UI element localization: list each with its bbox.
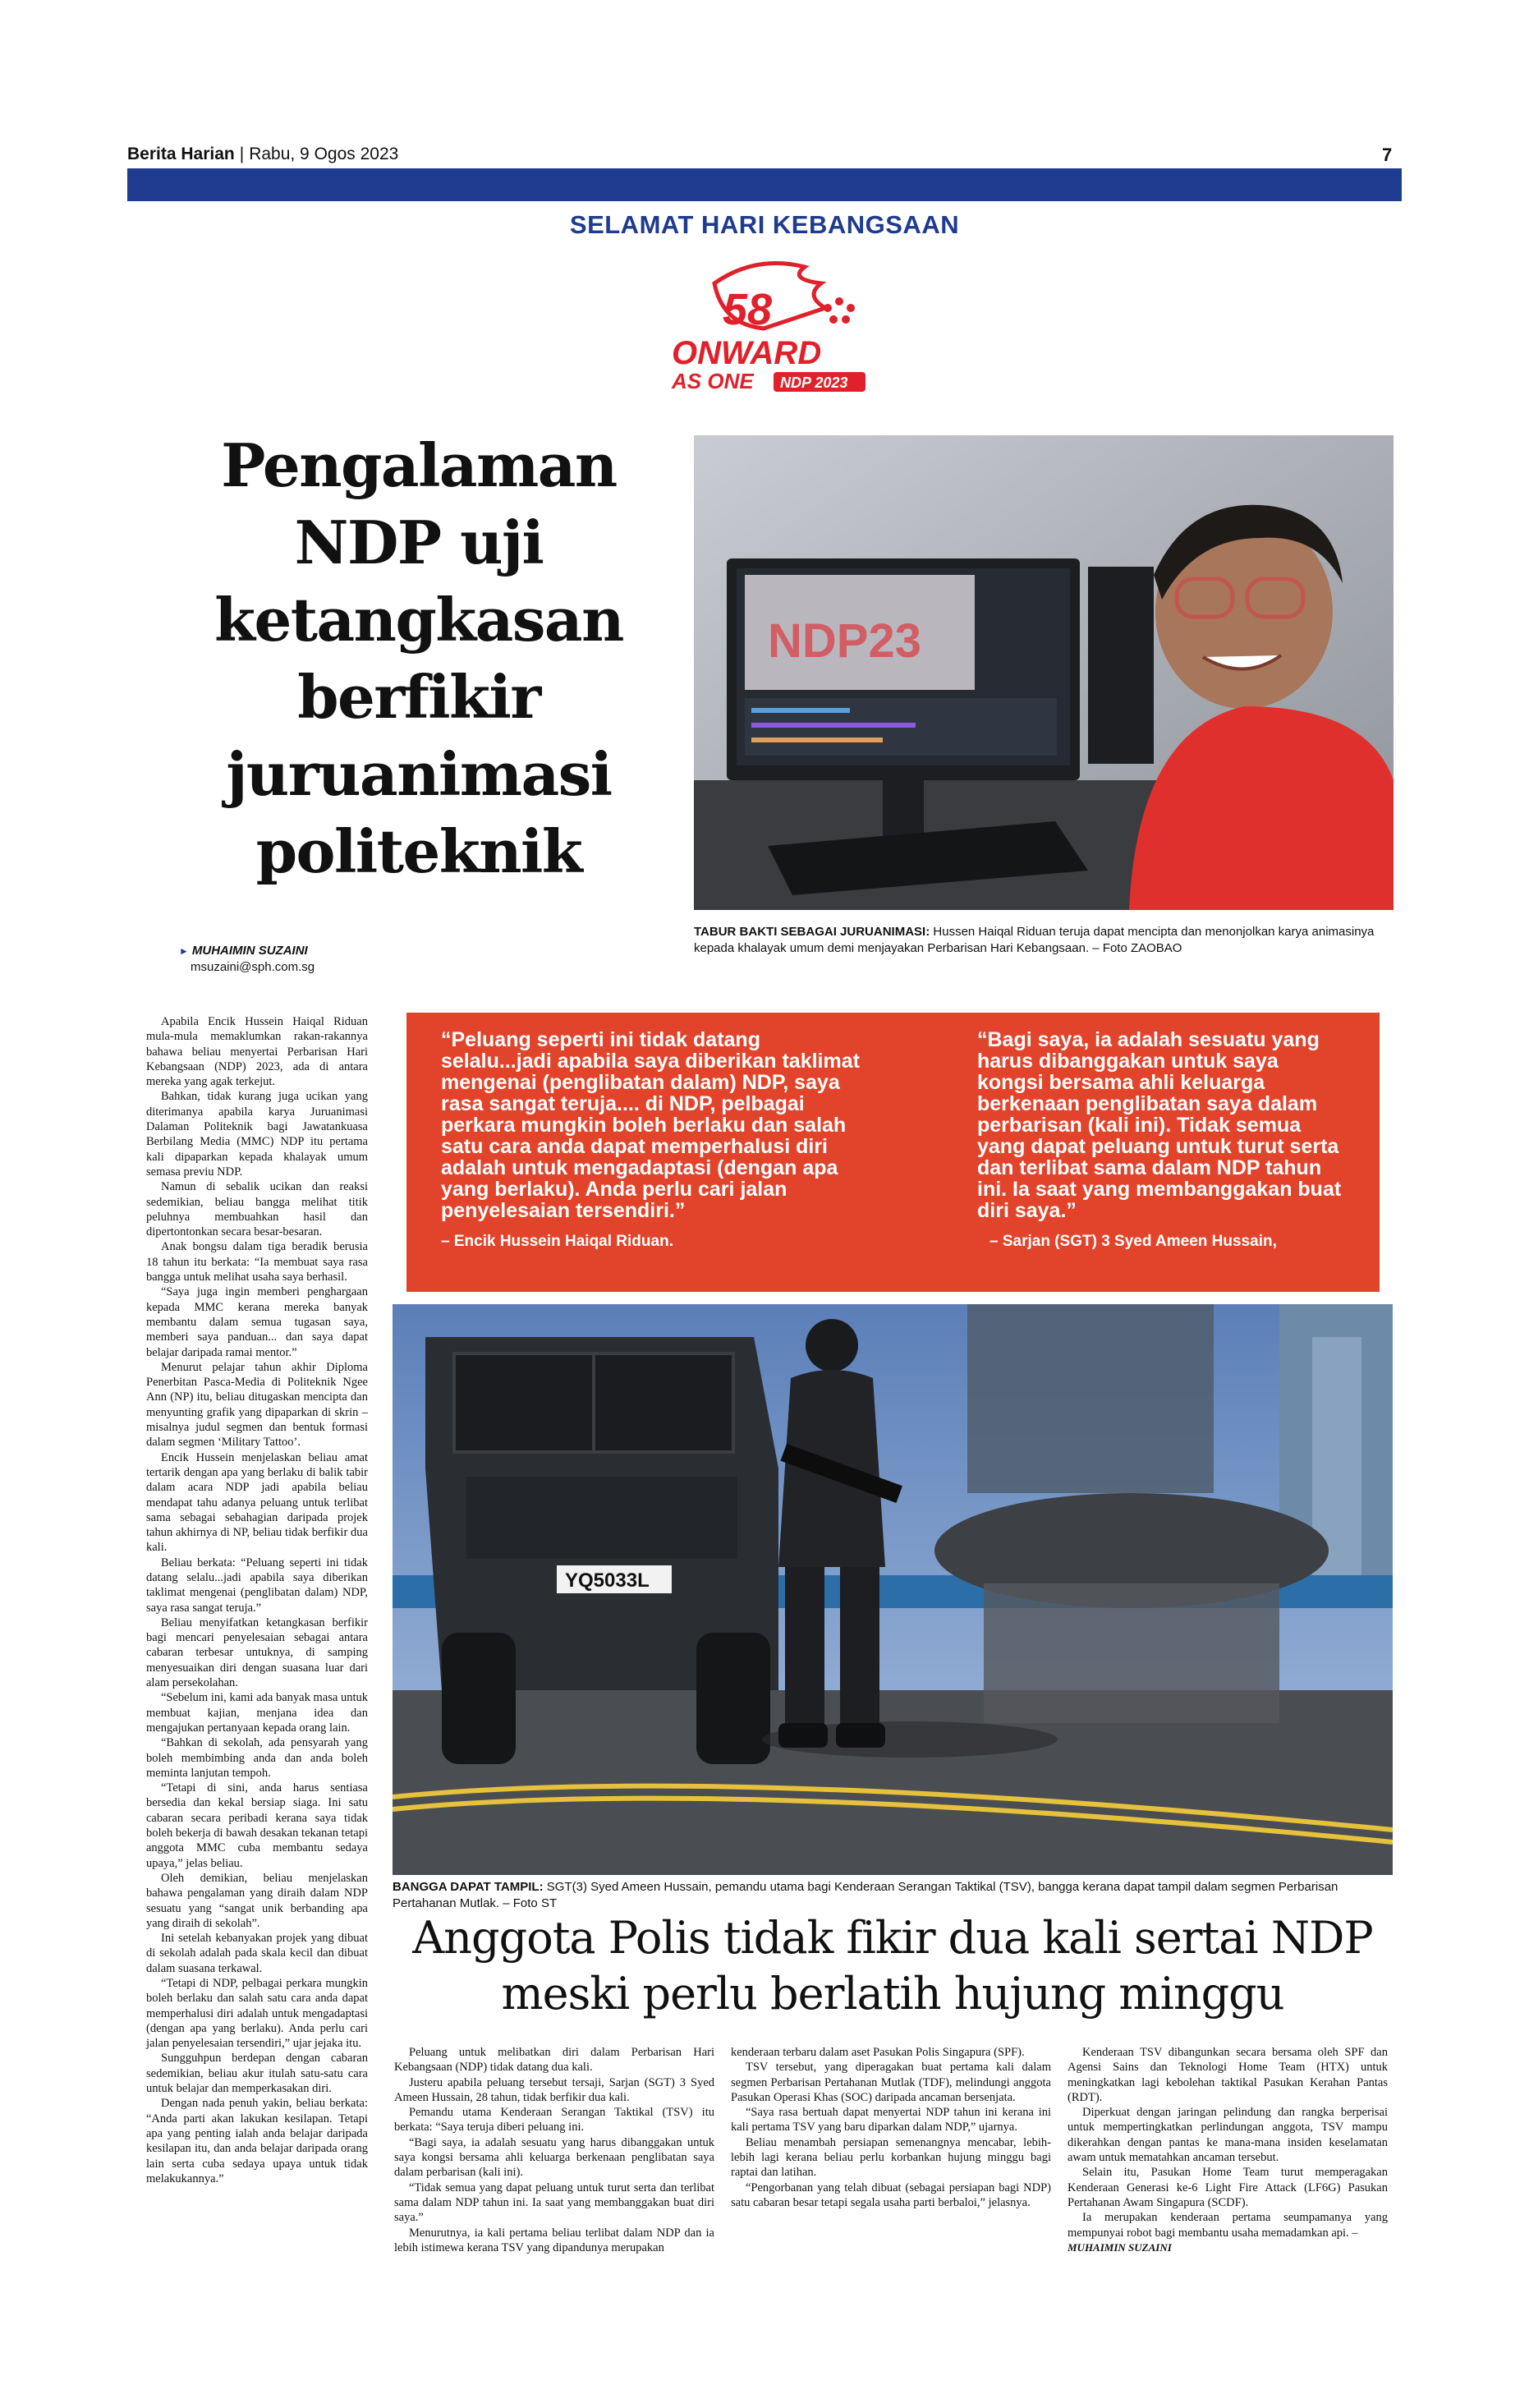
header-bar	[127, 168, 1402, 201]
animator-photo	[694, 435, 1394, 910]
body-paragraph: “Tetapi di sini, anda harus sentiasa bersedia dan kekal bersiap siaga. Ini satu cabaran secara peribadi kerana saya tidak boleh bekerja di bawah desakan tekanan tetapi anggota MMC cuba membantu sedaya upaya,” jelas beliau.	[146, 1781, 368, 1870]
quote-text: “Peluang seperti ini tidak datang selalu...jadi apabila saya diberikan taklimat mengenai (penglibatan dalam) NDP, saya rasa sangat teruja.... di NDP, pelbagai perkara mungkin boleh berlaku dan salah satu cara anda dapat memperhalusi diri adalah untuk mengadaptasi (dengan apa yang berlaku). Anda perlu cari jalan penyelesaian tersendiri.”	[441, 1028, 860, 1222]
quote-text: “Bagi saya, ia adalah sesuatu yang harus dibanggakan untuk saya kongsi bersama ahli keluarga berkenaan penglibatan saya dalam perbarisan (kali ini). Tidak semua yang dapat peluang untuk turut serta dan terlibat sama dalam NDP tahun ini. Ia saat yang membanggakan buat diri saya.”	[977, 1028, 1342, 1222]
headline-line: berfikir	[297, 662, 540, 732]
body-paragraph: “Saya juga ingin memberi penghargaan kepada MMC kerana mereka banyak membantu dalam semua tugasan saya, memberi saya panduan... dan saya dapat belajar daripada ramai mentor.”	[146, 1285, 368, 1359]
body-paragraph: Bahkan, tidak kurang juga ucikan yang diterimanya apabila karya Juruanimasi Dalaman Politeknik bagi Jawatankuasa Berbilang Media (MMC) NDP itu pertama kali dipaparkan kepada khalayak umum semasa previu NDP.	[146, 1090, 368, 1179]
body-paragraph: Selain itu, Pasukan Home Team turut memperagakan Kenderaan Generasi ke-6 Light Fire Attack (LF6G) Pasukan Pertahanan Awam Singapura (SCDF).	[1068, 2166, 1388, 2209]
logo-number: 58	[723, 285, 773, 334]
screen-ndp-text: NDP23	[768, 614, 921, 668]
headline-line: ketangkasan	[214, 585, 623, 655]
body-paragraph: Beliau berkata: “Peluang seperti ini tidak datang selalu...jadi apabila saya diberikan taklimat mengenai (penglibatan dalam) NDP, saya rasa sangat teruja.”	[146, 1556, 368, 1615]
body-paragraph: Encik Hussein menjelaskan beliau amat tertarik dengan apa yang berlaku di balik tabir dalam acara NDP jadi apabila beliau mendapat tahu adanya peluang untuk terlibat sama sebagai sebahagian daripada projek tahun akhirnya di NP, beliau tidak berfikir dua kali.	[146, 1450, 368, 1555]
main-headline	[164, 427, 673, 890]
masthead-separator: |	[239, 145, 245, 163]
body-paragraph: Menurutnya, ia kali pertama beliau terlibat dalam NDP dan ia lebih istimewa kerana TSV yang dipandunya merupakan	[394, 2226, 714, 2254]
body-paragraph: “Tetapi di NDP, pelbagai perkara mungkin boleh berlaku dan salah satu cara anda dapat memperhalusi diri adalah untuk mengadaptasi (dengan apa yang berlaku). Anda perlu cari jalan penyelesaian tersendiri,” ujar jejaka itu.	[146, 1977, 368, 2051]
second-headline	[393, 1910, 1393, 2022]
body-paragraph: Sungguhpun berdepan dengan cabaran sedemikian, beliau akur itulah satu-satu cara untuk belajar dan memperkasakan diri.	[146, 2052, 368, 2096]
caption-lead: BANGGA DAPAT TAMPIL:	[393, 1880, 544, 1894]
logo-word-as-one: AS ONE	[672, 369, 754, 393]
page-number: 7	[1382, 145, 1393, 165]
section-title: SELAMAT HARI KEBANGSAAN	[569, 210, 960, 239]
body-paragraph: Namun di sebalik ucikan dan reaksi sedemikian, beliau bangga melihat titik peluhnya membuahkan hasil dan dipertontonkan secara besar-besaran.	[146, 1180, 368, 1239]
body-paragraph: Pemandu utama Kenderaan Serangan Taktikal (TSV) itu berkata: “Saya teruja diberi peluang ini.	[394, 2106, 714, 2135]
body-paragraph: Beliau menambah persiapan semenangnya mencabar, lebih-lebih lagi kerana beliau perlu korbankan hujung minggu bagi raptai dan latihan.	[731, 2135, 1051, 2180]
body-paragraph: TSV tersebut, yang diperagakan buat pertama kali dalam segmen Perbarisan Pertahanan Mutlak (TDF), melindungi anggota Pasukan Operasi Khas (SOC) daripada ancaman bersenjata.	[731, 2061, 1051, 2104]
body-paragraph: “Tidak semua yang dapat peluang untuk turut serta dan terlibat sama dalam NDP tahun ini. Ia saat yang membanggakan buat diri saya.”	[394, 2181, 714, 2225]
headline-line: Anggota Polis tidak fikir dua kali sertai NDP	[412, 1912, 1373, 1964]
pull-quote-1	[441, 1029, 868, 1252]
article1-body	[146, 1014, 368, 2186]
pull-quote-2	[977, 1029, 1347, 1252]
author-email: msuzaini@sph.com.sg	[191, 960, 315, 974]
body-paragraph: Ini setelah kebanyakan projek yang dibuat di sekolah adalah pada skala kecil dan dibuat dalam suasana terkawal.	[146, 1932, 368, 1975]
body-paragraph: Oleh demikian, beliau menjelaskan bahawa pengalaman yang diraih dalam NDP sesuatu yang “sangat unik berbanding apa yang diraih di sekolah”.	[146, 1871, 368, 1930]
logo-word-onward: ONWARD	[672, 335, 822, 371]
article2-column-1	[394, 2045, 714, 2255]
body-paragraph: Menurut pelajar tahun akhir Diploma Penerbitan Pasca-Media di Politeknik Ngee Ann (NP) itu, beliau ditugaskan mencipta dan menyunting grafik yang dipaparkan di skrin – misalnya judul segmen dan bentuk formasi dalam segmen ‘Military Tattoo’.	[146, 1360, 368, 1450]
article2-column-2	[731, 2045, 1051, 2210]
body-paragraph: “Saya rasa bertuah dapat menyertai NDP tahun ini kerana ini kali pertama TSV yang baru diparkan dalam NDP,” ujarnya.	[731, 2106, 1051, 2135]
body-paragraph: kenderaan terbaru dalam aset Pasukan Polis Singapura (SPF).	[731, 2046, 1025, 2059]
body-paragraph: Dengan nada penuh yakin, beliau berkata: “Anda parti akan lakukan kesilapan. Tetapi apa yang penting ialah anda belajar daripada kesilapan itu, dan anda belajar daripada orang lain serta cuba sedaya upaya untuk tidak melakukannya.”	[146, 2097, 368, 2185]
body-paragraph: Justeru apabila peluang tersebut tersaji, Sarjan (SGT) 3 Syed Ameen Hussain, 28 tahun, tidak berfikir dua kali.	[394, 2075, 714, 2104]
caption-text: Hussen Haiqal Riduan teruja dapat mencipta dan menonjolkan karya animasinya kepada khalayak umum demi menjayakan Perbarisan Hari Kebangsaan. – Foto ZAOBAO	[694, 925, 1375, 955]
headline-line: juruanimasi	[226, 739, 612, 809]
stars-icon	[824, 297, 855, 324]
publication-name: Berita Harian	[127, 145, 235, 163]
stage-rig	[967, 1304, 1214, 1493]
article2-column-3	[1068, 2045, 1388, 2255]
photo-caption	[393, 1879, 1393, 1912]
triangle-icon: ►	[179, 945, 189, 957]
body-paragraph: Diperkuat dengan jaringan pelindung dan rangka berperisai untuk mempertingkatkan perlindungan anggota, TSV mampu dikerahkan dengan pantas ke mana-mana insiden keselamatan awam untuk mematahkan ancaman tersebut.	[1068, 2106, 1388, 2165]
masthead	[127, 145, 398, 164]
body-paragraph: Kenderaan TSV dibangunkan secara bersama oleh SPF dan Agensi Sains dan Teknologi Home Team (HTX) untuk meningkatkan lagi kebolehan taktikal Pasukan Kerahan Pantas (RDT).	[1068, 2046, 1388, 2104]
headline-line: NDP uji	[294, 508, 544, 577]
body-paragraph: Anak bongsu dalam tiga beradik berusia 18 tahun itu berkata: “Ia membuat saya rasa bangga untuk melihat usaha saya berhasil.	[146, 1240, 368, 1284]
headline-line: meski perlu berlatih hujung minggu	[501, 1968, 1284, 2020]
photo-caption	[694, 924, 1394, 957]
plate-number: YQ5033L	[565, 1569, 650, 1592]
byline	[179, 943, 315, 976]
headline-line: Pengalaman	[221, 430, 617, 500]
headline-line: politeknik	[255, 816, 582, 886]
body-paragraph: “Pengorbanan yang telah dibuat (sebagai persiapan bagi NDP) satu cabaran besar tetapi segala usaha parti berbaloi,” jelasnya.	[731, 2181, 1051, 2209]
ndp-logo	[665, 250, 879, 398]
body-paragraph: Apabila Encik Hussein Haiqal Riduan mula-mula memaklumkan rakan-rakannya bahawa beliau menyertai Perbarisan Hari Kebangsaan (NDP) 2023, ada di antara mereka yang agak terkejut.	[146, 1015, 368, 1089]
body-paragraph: “Sebelum ini, kami ada banyak masa untuk membuat kajian, menjana idea dan mengajukan pertanyaan kepada orang lain.	[146, 1691, 368, 1735]
police-vehicle-photo	[393, 1304, 1393, 1875]
signoff: MUHAIMIN SUZAINI	[1068, 2240, 1172, 2254]
body-paragraph: “Bahkan di sekolah, ada pensyarah yang boleh membimbing anda dan anda boleh meminta lanjutan tempoh.	[146, 1736, 368, 1780]
body-paragraph: Beliau menyifatkan ketangkasan berfikir bagi mencari penyelesaian sebagai antara cabaran terbesar untuknya, di samping menyesuaikan diri dengan suasana luar dari alam persekolahan.	[146, 1615, 368, 1690]
body-paragraph: “Bagi saya, ia adalah sesuatu yang harus dibanggakan untuk saya kongsi bersama ahli keluarga berkenaan penglibatan saya dalam perbarisan (kali ini).	[394, 2135, 714, 2180]
author-name: MUHAIMIN SUZAINI	[191, 944, 308, 958]
pull-quote-box	[406, 1013, 1380, 1292]
body-paragraph: Peluang untuk melibatkan diri dalam Perbarisan Hari Kebangsaan (NDP) tidak datang dua kali.	[394, 2046, 714, 2075]
issue-date: Rabu, 9 Ogos 2023	[249, 145, 399, 163]
quote-attribution: – Encik Hussein Haiqal Riduan.	[441, 1233, 673, 1250]
quote-attribution: – Sarjan (SGT) 3 Syed Ameen Hussain,	[989, 1233, 1277, 1250]
caption-lead: TABUR BAKTI SEBAGAI JURUANIMASI:	[694, 925, 930, 939]
caption-text: SGT(3) Syed Ameen Hussain, pemandu utama bagi Kenderaan Serangan Taktikal (TSV), bangga kerana dapat tampil dalam segmen Perbarisan Pertahanan Mutlak. – Foto ST	[393, 1880, 1338, 1910]
body-paragraph: Ia merupakan kenderaan pertama seumpamanya yang mempunyai robot bagi membantu usaha memadamkan api. –	[1068, 2211, 1388, 2240]
logo-tag: NDP 2023	[780, 375, 848, 391]
